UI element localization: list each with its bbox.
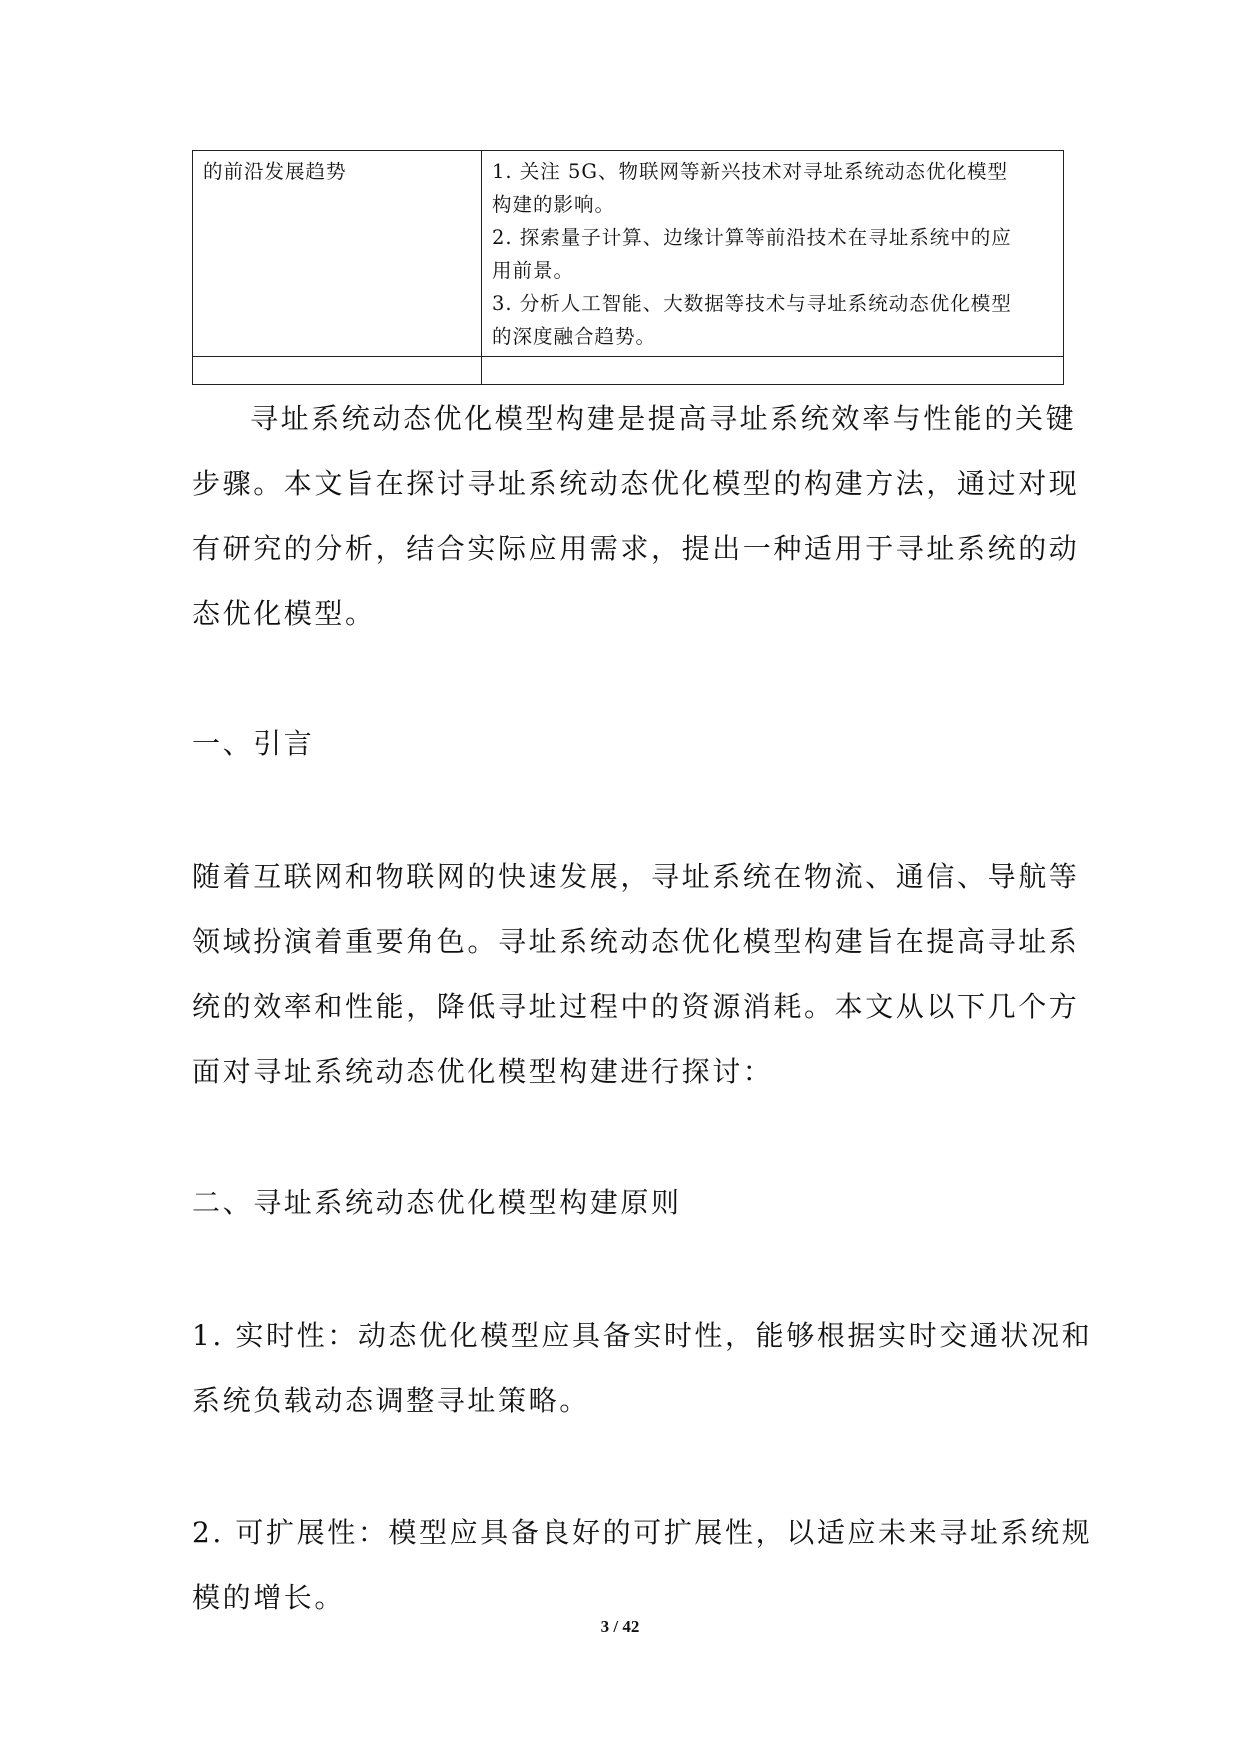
paragraph-line: 1. 实时性：动态优化模型应具备实时性，能够根据实时交通状况和 bbox=[192, 1319, 1093, 1352]
table-cell-empty bbox=[193, 357, 482, 385]
table-cell-line: 1. 关注 5G、物联网等新兴技术对寻址系统动态优化模型 bbox=[492, 160, 1008, 183]
paragraph-line: 面对寻址系统动态优化模型构建进行探讨： bbox=[192, 1055, 774, 1088]
table-cell-line: 的深度融合趋势。 bbox=[492, 325, 657, 348]
table-cell-line: 构建的影响。 bbox=[492, 193, 616, 216]
section-heading-principles: 二、寻址系统动态优化模型构建原则 bbox=[192, 1186, 682, 1219]
table-cell-content bbox=[482, 151, 1064, 357]
paragraph-line: 统的效率和性能，降低寻址过程中的资源消耗。本文从以下几个方 bbox=[192, 990, 1080, 1023]
principle-item-realtime bbox=[192, 1303, 1093, 1433]
table-row-empty bbox=[193, 357, 1064, 385]
introduction-paragraph bbox=[192, 844, 1080, 1104]
paragraph-line: 态优化模型。 bbox=[192, 597, 376, 630]
paragraph-line: 2. 可扩展性：模型应具备良好的可扩展性，以适应未来寻址系统规 bbox=[192, 1516, 1093, 1549]
paragraph-line: 领域扮演着重要角色。寻址系统动态优化模型构建旨在提高寻址系 bbox=[192, 925, 1080, 958]
page-number: 3 / 42 bbox=[600, 1617, 640, 1636]
paragraph-line: 随着互联网和物联网的快速发展，寻址系统在物流、通信、导航等 bbox=[192, 860, 1080, 893]
intro-paragraph bbox=[192, 386, 1080, 646]
table-row bbox=[193, 151, 1064, 357]
trend-table bbox=[192, 150, 1064, 385]
paragraph-line: 步骤。本文旨在探讨寻址系统动态优化模型的构建方法，通过对现 bbox=[192, 467, 1080, 500]
table-cell-line: 用前景。 bbox=[492, 259, 575, 282]
section-heading-introduction: 一、引言 bbox=[192, 727, 315, 760]
paragraph-line: 有研究的分析，结合实际应用需求，提出一种适用于寻址系统的动 bbox=[192, 532, 1080, 565]
paragraph-line: 模的增长。 bbox=[192, 1581, 346, 1614]
paragraph-line: 寻址系统动态优化模型构建是提高寻址系统效率与性能的关键 bbox=[250, 402, 1077, 435]
table-cell-line: 3. 分析人工智能、大数据等技术与寻址系统动态优化模型 bbox=[492, 292, 1012, 315]
principle-item-scalability bbox=[192, 1500, 1093, 1630]
paragraph-line: 系统负载动态调整寻址策略。 bbox=[192, 1384, 590, 1417]
table-cell-empty bbox=[482, 357, 1064, 385]
table-cell-line: 2. 探索量子计算、边缘计算等前沿技术在寻址系统中的应 bbox=[492, 226, 1012, 249]
table-cell-topic: 的前沿发展趋势 bbox=[193, 151, 482, 357]
